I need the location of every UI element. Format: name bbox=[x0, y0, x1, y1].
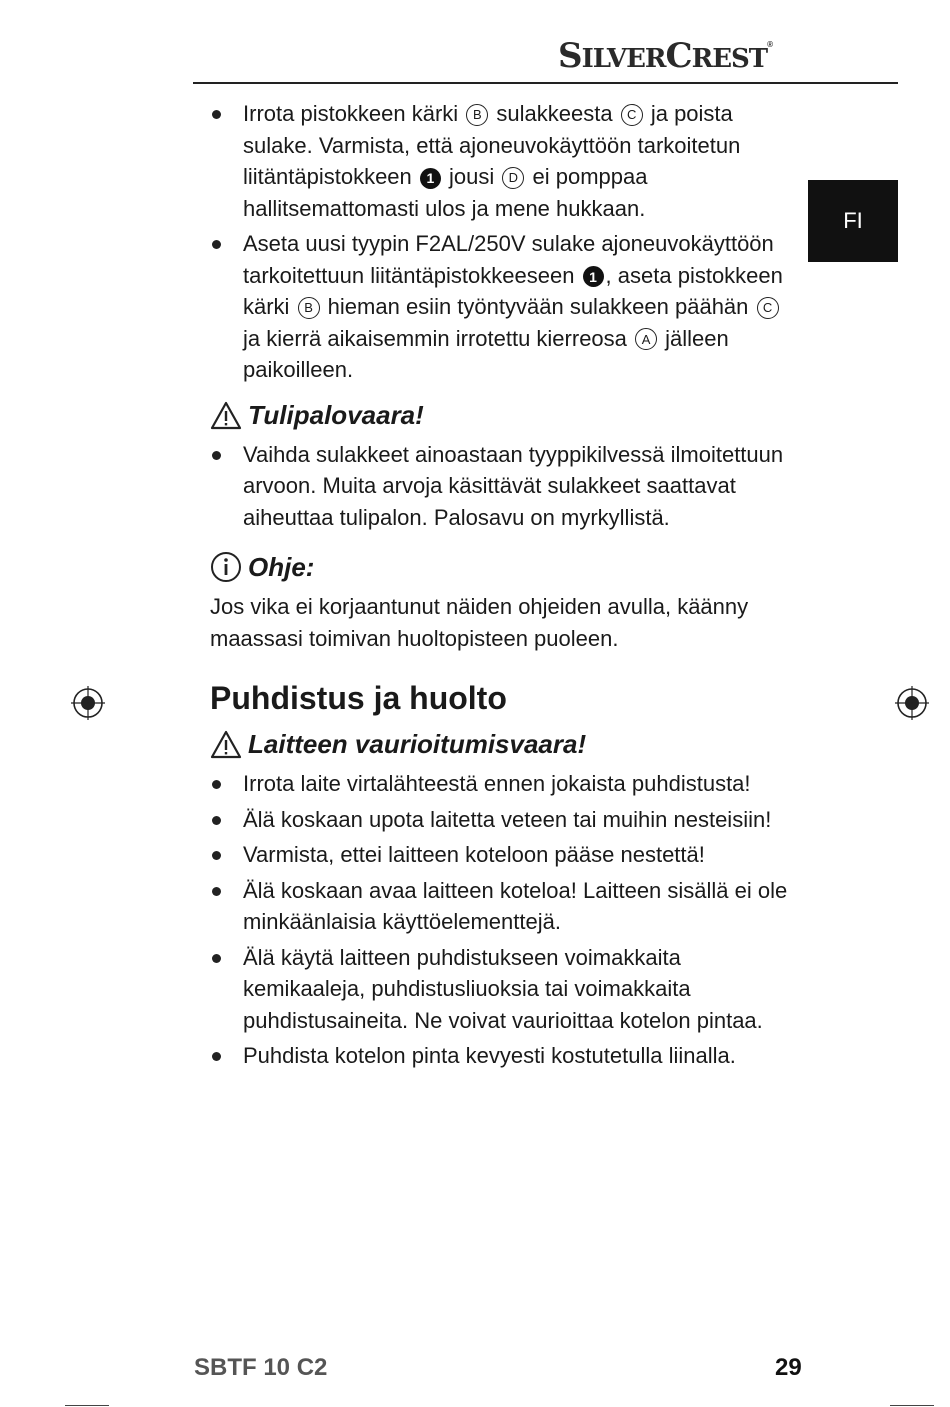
list-item: Älä koskaan upota laitetta veteen tai muihin nesteisiin! bbox=[210, 804, 800, 836]
text: ei pomppaa hallitsemattomasti ulos ja mene hukkaan. bbox=[243, 164, 648, 221]
text: jälleen paikoilleen. bbox=[243, 325, 729, 382]
circled-letter: C bbox=[757, 297, 779, 319]
text: jousi bbox=[442, 164, 501, 189]
fire-warning-title: Tulipalovaara! bbox=[248, 399, 424, 430]
footer-model: SBTF 10 C2 bbox=[194, 1354, 328, 1381]
fire-warning-heading bbox=[210, 400, 800, 431]
list-item: Puhdista kotelon pinta kevyesti kostutetulla liinalla. bbox=[210, 1040, 800, 1072]
page-number: 29 bbox=[775, 1354, 802, 1381]
note-title: Ohje: bbox=[248, 551, 315, 582]
cleaning-list bbox=[210, 768, 800, 1072]
logo-letter-1: S bbox=[558, 36, 582, 76]
list-item: Älä koskaan avaa laitteen koteloa! Laitteen sisällä ei ole minkäänlaisia käyttöelementtejä. bbox=[210, 875, 800, 938]
damage-warning-heading bbox=[210, 729, 800, 760]
list-item: Irrota laite virtalähteestä ennen jokaista puhdistusta! bbox=[210, 768, 800, 800]
filled-number: 1 bbox=[583, 266, 604, 287]
circled-letter: A bbox=[635, 328, 657, 350]
crop-mark bbox=[65, 1405, 109, 1406]
section-title: Puhdistus ja huolto bbox=[210, 680, 507, 716]
list-item bbox=[210, 98, 800, 224]
text: , aseta pistokkeen kärki bbox=[243, 262, 783, 319]
text: ja kierrä aikaisemmin irrotettu kierreosa bbox=[243, 325, 634, 351]
registration-mark-icon bbox=[71, 686, 105, 720]
damage-warning-title: Laitteen vaurioitumisvaara! bbox=[248, 729, 587, 759]
language-tab-label: FI bbox=[843, 208, 863, 233]
logo-part-1: ILVER bbox=[581, 44, 666, 74]
circled-letter: D bbox=[502, 167, 524, 189]
list-item bbox=[210, 228, 800, 386]
registration-mark-icon bbox=[895, 686, 929, 720]
circled-letter: B bbox=[466, 104, 488, 126]
text: ja poista sulake. Varmista, että ajoneuvokäyttöön tarkoitetun liitäntäpistokkeen bbox=[243, 101, 741, 189]
warning-triangle-icon bbox=[210, 730, 242, 759]
circled-letter: C bbox=[621, 104, 643, 126]
text: Aseta uusi tyypin F2AL/250V sulake ajoneuvokäyttöön tarkoitettuun liitäntäpistokkeeseen bbox=[243, 231, 774, 288]
text: Irrota pistokkeen kärki bbox=[243, 101, 465, 126]
note-text: Jos vika ei korjaantunut näiden ohjeiden avulla, käänny maassasi toimivan huoltopisteen puoleen. bbox=[210, 594, 749, 651]
note-heading bbox=[210, 551, 800, 583]
warning-triangle-icon bbox=[210, 401, 242, 430]
info-circle-icon bbox=[210, 551, 242, 583]
text: hieman esiin työntyvään sulakkeen päähän bbox=[321, 294, 755, 319]
circled-letter: B bbox=[298, 297, 320, 319]
text: sulakkeesta bbox=[490, 101, 619, 126]
fire-warning-list bbox=[210, 439, 800, 534]
list-item: Varmista, ettei laitteen koteloon pääse nestettä! bbox=[210, 839, 800, 871]
logo-part-2: REST bbox=[691, 44, 768, 74]
logo-registered: ® bbox=[767, 40, 773, 49]
logo-letter-2: C bbox=[665, 36, 692, 76]
header-rule bbox=[193, 82, 898, 84]
silvercrest-logo bbox=[558, 36, 772, 76]
filled-number: 1 bbox=[420, 168, 441, 189]
intro-bullet-list bbox=[210, 98, 800, 386]
list-item: Vaihda sulakkeet ainoastaan tyyppikilvessä ilmoitettuun arvoon. Muita arvoja käsittävät sulakkeet saattavat aiheuttaa tulipalon. Palosavu on myrkyllistä. bbox=[210, 439, 800, 534]
crop-mark bbox=[890, 1405, 934, 1406]
list-item: Älä käytä laitteen puhdistukseen voimakkaita kemikaaleja, puhdistusliuoksia tai voimakkaita puhdistusaineita. Ne voivat vaurioittaa kotelon pintaa. bbox=[210, 942, 800, 1037]
language-tab bbox=[808, 180, 898, 262]
main-content bbox=[210, 98, 800, 1076]
